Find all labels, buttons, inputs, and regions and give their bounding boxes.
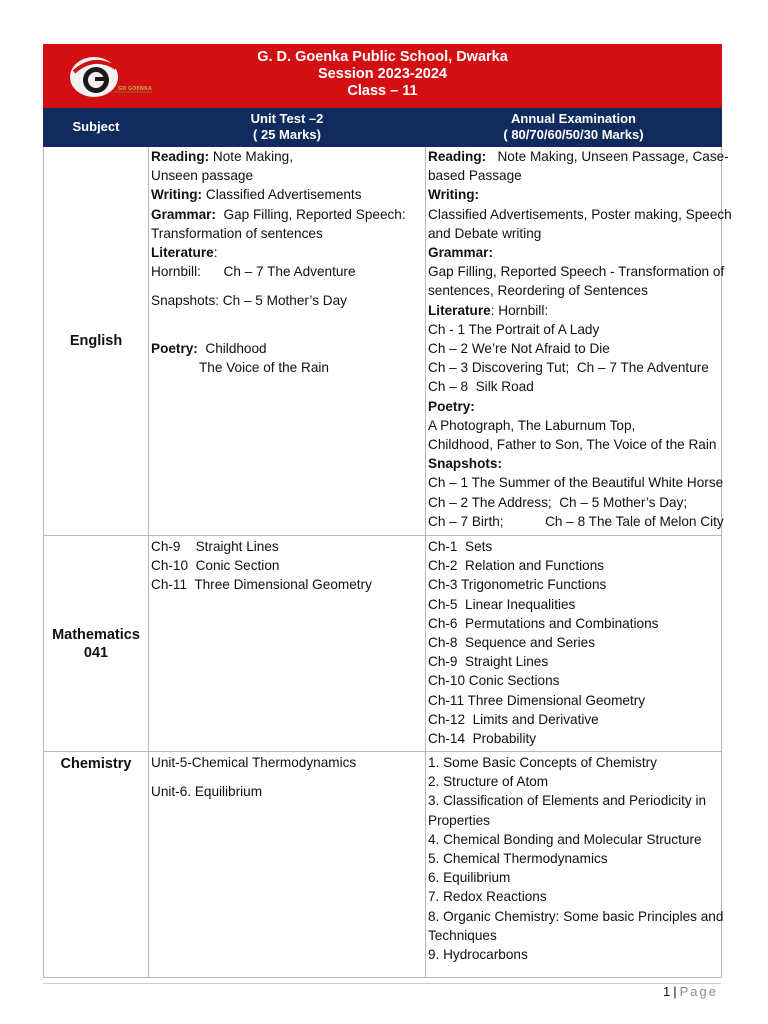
mathematics-row (44, 536, 722, 752)
footer-separator: | (673, 984, 677, 999)
subject-column-header: Subject (44, 108, 149, 147)
annual-exam-column-header: Annual Examination ( 80/70/60/50/30 Marks) (426, 108, 722, 147)
english-unit-test-cell: Reading: Note Making, Unseen passage Writing: Classified Advertisements Grammar: Gap Filling, Reported Speech: Transformation of sentences Literature: Hornbill: Ch – 7 The Adventure Snapshots: Ch – 5 Mother’s Day Poetry: Childhood The Voice of the Rain (149, 147, 426, 536)
page-footer (663, 984, 718, 999)
mathematics-unit-test-cell: Ch-9 Straight Lines Ch-10 Conic Section Ch-11 Three Dimensional Geometry (149, 536, 426, 752)
english-subject-cell (44, 147, 149, 536)
mathematics-subject-code: 041 (83, 644, 109, 661)
chemistry-unit-test-cell: Unit-5-Chemical Thermodynamics Unit-6. Equilibrium (149, 752, 426, 978)
english-annual-cell: Reading: Note Making, Unseen Passage, Case- based Passage Writing: Classified Advertisements, Poster making, Speech and Debate writing Grammar: Gap Filling, Reported Speech - Transformation of sentences, Reordering of Sentences Literature: Hornbill: Ch - 1 The Portrait of A Lady Ch – 2 We’re Not Afraid to Die Ch – 3 Discovering Tut; Ch – 7 The Adventure Ch – 8 Silk Road Poetry: A Photograph, The Laburnum Top, Childhood, Father to Son, The Voice of the Rain Snapshots: Ch – 1 The Summer of the Beautiful White Horse Ch – 2 The Address; Ch – 5 Mother’s Day; Ch – 7 Birth; Ch – 8 The Tale of Melon City (426, 147, 722, 536)
page-number: 1 (663, 984, 671, 999)
chemistry-annual-cell: 1. Some Basic Concepts of Chemistry 2. Structure of Atom 3. Classification of Elements and Periodicity in Properties 4. Chemical Bonding and Molecular Structure 5. Chemical Thermodynamics 6. Equilibrium 7. Redox Reactions 8. Organic Chemistry: Some basic Principles and Techniques 9. Hydrocarbons (426, 752, 722, 978)
school-header (44, 45, 722, 108)
school-name: G. D. Goenka Public School, Dwarka (257, 49, 508, 65)
syllabus-table-container (43, 44, 732, 978)
logo-wordmark: GD GOENKA (118, 86, 152, 92)
column-header-row (44, 108, 722, 147)
mathematics-annual-cell: Ch-1 Sets Ch-2 Relation and Functions Ch-3 Trigonometric Functions Ch-5 Linear Inequalities Ch-6 Permutations and Combinations Ch-8 Sequence and Series Ch-9 Straight Lines Ch-10 Conic Sections Ch-11 Three Dimensional Geometry Ch-12 Limits and Derivative Ch-14 Probability (426, 536, 722, 752)
mathematics-subject-label: Mathematics (52, 626, 140, 643)
school-header-row (44, 45, 722, 108)
english-subject-label: English (69, 333, 123, 349)
school-logo-icon (66, 52, 158, 100)
syllabus-table (43, 44, 732, 978)
english-row (44, 147, 722, 536)
chemistry-row (44, 752, 722, 978)
chemistry-subject-cell (44, 752, 149, 978)
class-title: Class – 11 (347, 83, 418, 99)
session-title: Session 2023-2024 (318, 66, 447, 82)
chemistry-subject-label: Chemistry (60, 756, 132, 772)
page-word: Page (679, 984, 718, 999)
footer-divider (43, 983, 721, 984)
mathematics-subject-cell (44, 536, 149, 752)
unit-test-column-header: Unit Test –2 ( 25 Marks) (149, 108, 426, 147)
